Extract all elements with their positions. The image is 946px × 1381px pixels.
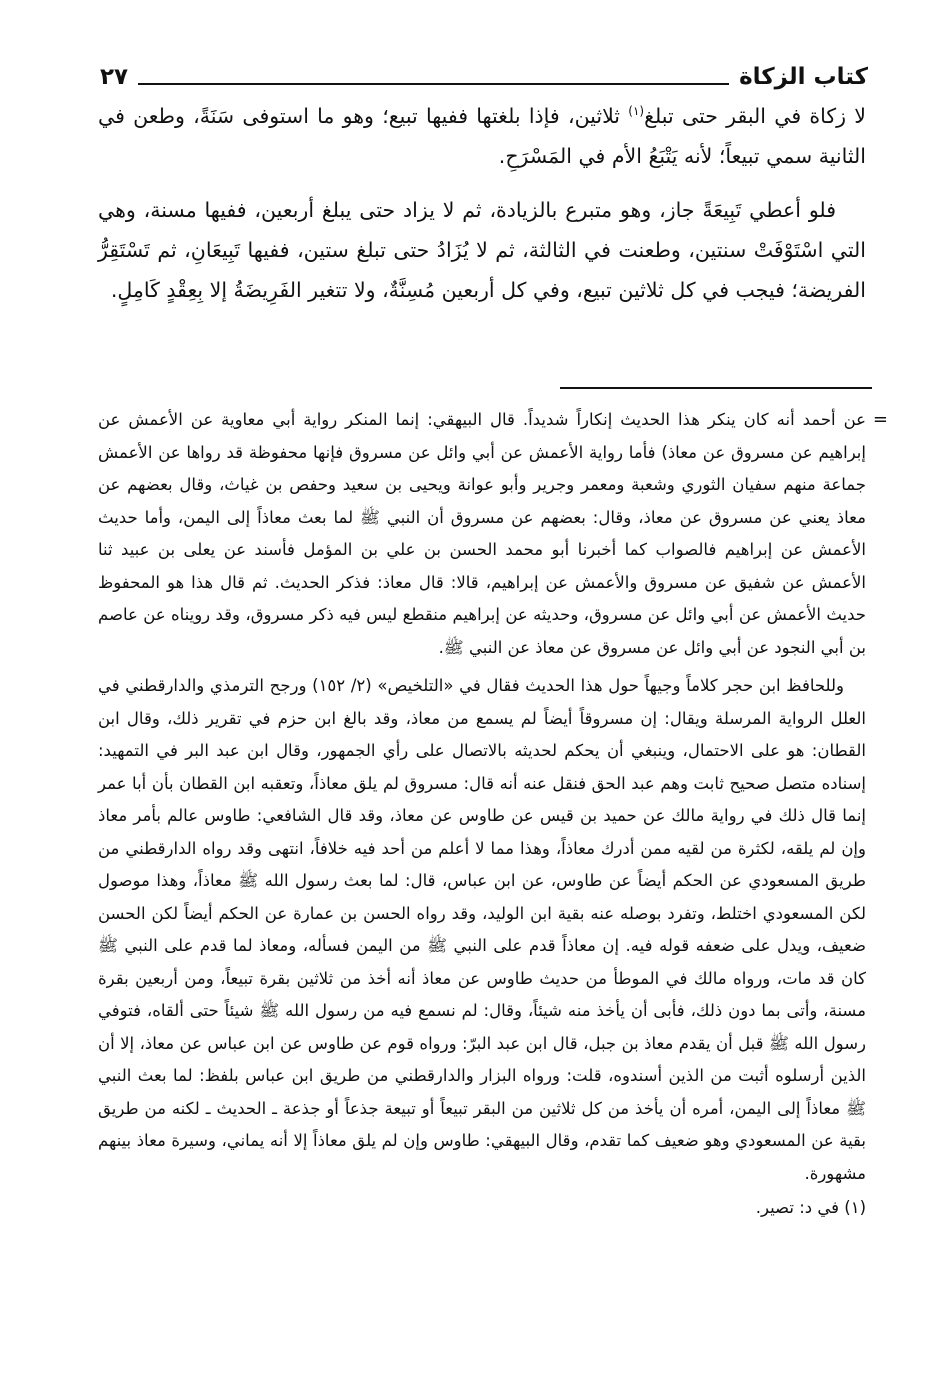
footnote-1: (١) في د: تصير. [755,1198,866,1217]
footnote-paragraph-1: عن أحمد أنه كان ينكر هذا الحديث إنكاراً شديداً. قال البيهقي: إنما المنكر رواية أبي معاوية عن الأعمش عن إبراهيم عن مسروق عن معاذ) فأما رواية الأعمش عن أبي وائل عن مسروق فإنها محفوظة قد رواها عن الأعمش جماعة منهم سفيان الثوري وشعبة ومعمر وجرير وأبو عوانة ويحيى بن سعيد وحفص بن غياث، وقال بعضهم عن معاذ يعني عن مسروق عن معاذ، وقال: بعضهم عن مسروق أن النبي ﷺ لما بعث معاذاً إلى اليمن، وأما حديث الأعمش عن إبراهيم فالصواب كما أخبرنا أبو محمد الحسن بن علي بن المؤمل فأسند عن يعلى بن عبيد ثنا الأعمش عن شفيق عن مسروق والأعمش عن إبراهيم، قالا: قال معاذ: فذكر الحديث. ثم قال هذا هو المحفوظ حديث الأعمش عن أبي وائل عن مسروق، وحديثه عن إبراهيم منقطع ليس فيه ذكر مسروق، وقد رويناه عن عاصم بن أبي النجود عن أبي وائل عن مسروق عن معاذ عن النبي ﷺ. [98,410,866,657]
page-number: ٢٧ [100,64,129,90]
main-paragraph-1-start: لا زكاة في البقر حتى تبلغ [644,104,866,128]
footnote-reference[interactable]: (١) [628,104,645,119]
page-header [100,58,868,92]
footnote-separator [560,387,872,389]
continuation-marker: = [872,409,888,430]
footnote-paragraph-2: وللحافظ ابن حجر كلاماً وجيهاً حول هذا الحديث فقال في «التلخيص» (٢/ ١٥٢) ورجح الترمذي والدارقطني في العلل الرواية المرسلة ويقال: إن مسروقاً أيضاً لم يسمع من معاذ، وقد بالغ ابن حزم في تقرير ذلك، وقال ابن القطان: هو على الاحتمال، وينبغي أن يحكم لحديثه بالاتصال على رأي الجمهور، وقال ابن عبد البر في التمهيد: إسناده متصل صحيح ثابت وهم عبد الحق فنقل عنه أنه قال: مسروق لم يلق معاذاً، وتعقبه ابن القطان بأن أبا عمر إنما قال ذلك في رواية مالك عن حميد بن قيس عن طاوس عن معاذ، وقد قال الشافعي: طاوس عالم بأمر معاذ وإن لم يلقه، لكثرة من لقيه ممن أدرك معاذاً، وهذا مما لا أعلم من أحد فيه خلافاً، انتهى وقد رواه الدارقطني من طريق المسعودي عن الحكم أيضاً عن طاوس، عن ابن عباس، قال: لما بعث رسول الله ﷺ معاذاً، وهذا موصول لكن المسعودي اختلط، وتفرد بوصله عنه بقية ابن الوليد، وقد رواه الحسن بن عمارة عن الحكم أيضاً لكن الحسن ضعيف، ويدل على ضعفه قوله فيه. إن معاذاً قدم على النبي ﷺ من اليمن فسأله، ومعاذ لما قدم على النبي ﷺ كان قد مات، ورواه مالك في الموطأ من حديث طاوس عن معاذ أنه أخذ من ثلاثين بقرة تبيعاً، ومن أربعين بقرة مسنة، وأتى بما دون ذلك، فأبى أن يأخذ منه شيئاً، وقال: لم نسمع فيه من رسول الله ﷺ شيئاً حتى ألقاه، فتوفي رسول الله ﷺ قبل أن يقدم معاذ بن جبل، قال ابن عبد البرّ: ورواه قوم عن طاوس عن ابن عباس عن معاذ، إلا أن الذين أرسلوه أثبت من الذين أسندوه، قلت: ورواه البزار والدارقطني من طريق ابن عباس بلفظ: لما بعث النبي ﷺ معاذاً إلى اليمن، أمره أن يأخذ من كل ثلاثين من البقر تبيعاً أو تبيعة جذعاً أو جذعة ـ الحديث ـ لكنه من طريق بقية عن المسعودي وهو ضعيف كما تقدم، وقال البيهقي: طاوس وإن لم يلق معاذاً إلا أنه يماني، وسيرة معاذ بينهم مشهورة. [98,676,866,1183]
main-text [98,96,866,324]
main-paragraph-2: فلو أعطي تَبِيعَةً جاز، وهو متبرع بالزيادة، ثم لا يزاد حتى يبلغ أربعين، ففيها مسنة، وهي التي اسْتَوْفَتْ سنتين، وطعنت في الثالثة، ثم لا يُزَادُ حتى تبلغ ستين، ففيها تَبِيعَانِ، ثم تَسْتَقِرُّ الفريضة؛ فيجب في كل ثلاثين تبيع، وفي كل أربعين مُسِنَّةٌ، ولا تتغير الفَرِيضَةُ إلا بِعِقْدٍ كَامِلٍ. [98,198,866,302]
header-rule [138,83,729,85]
main-paragraph-1-end: ثلاثين، فإذا بلغتها ففيها تبيع؛ وهو ما استوفى سَنَةً، وطعن في الثانية سمي تبيعاً؛ لأنه يَتْبَعُ الأم في المَسْرَحِ. [98,104,866,168]
chapter-title: كتاب الزكاة [739,64,868,90]
footnotes [98,404,888,1225]
main-paragraph-1 [98,96,866,176]
